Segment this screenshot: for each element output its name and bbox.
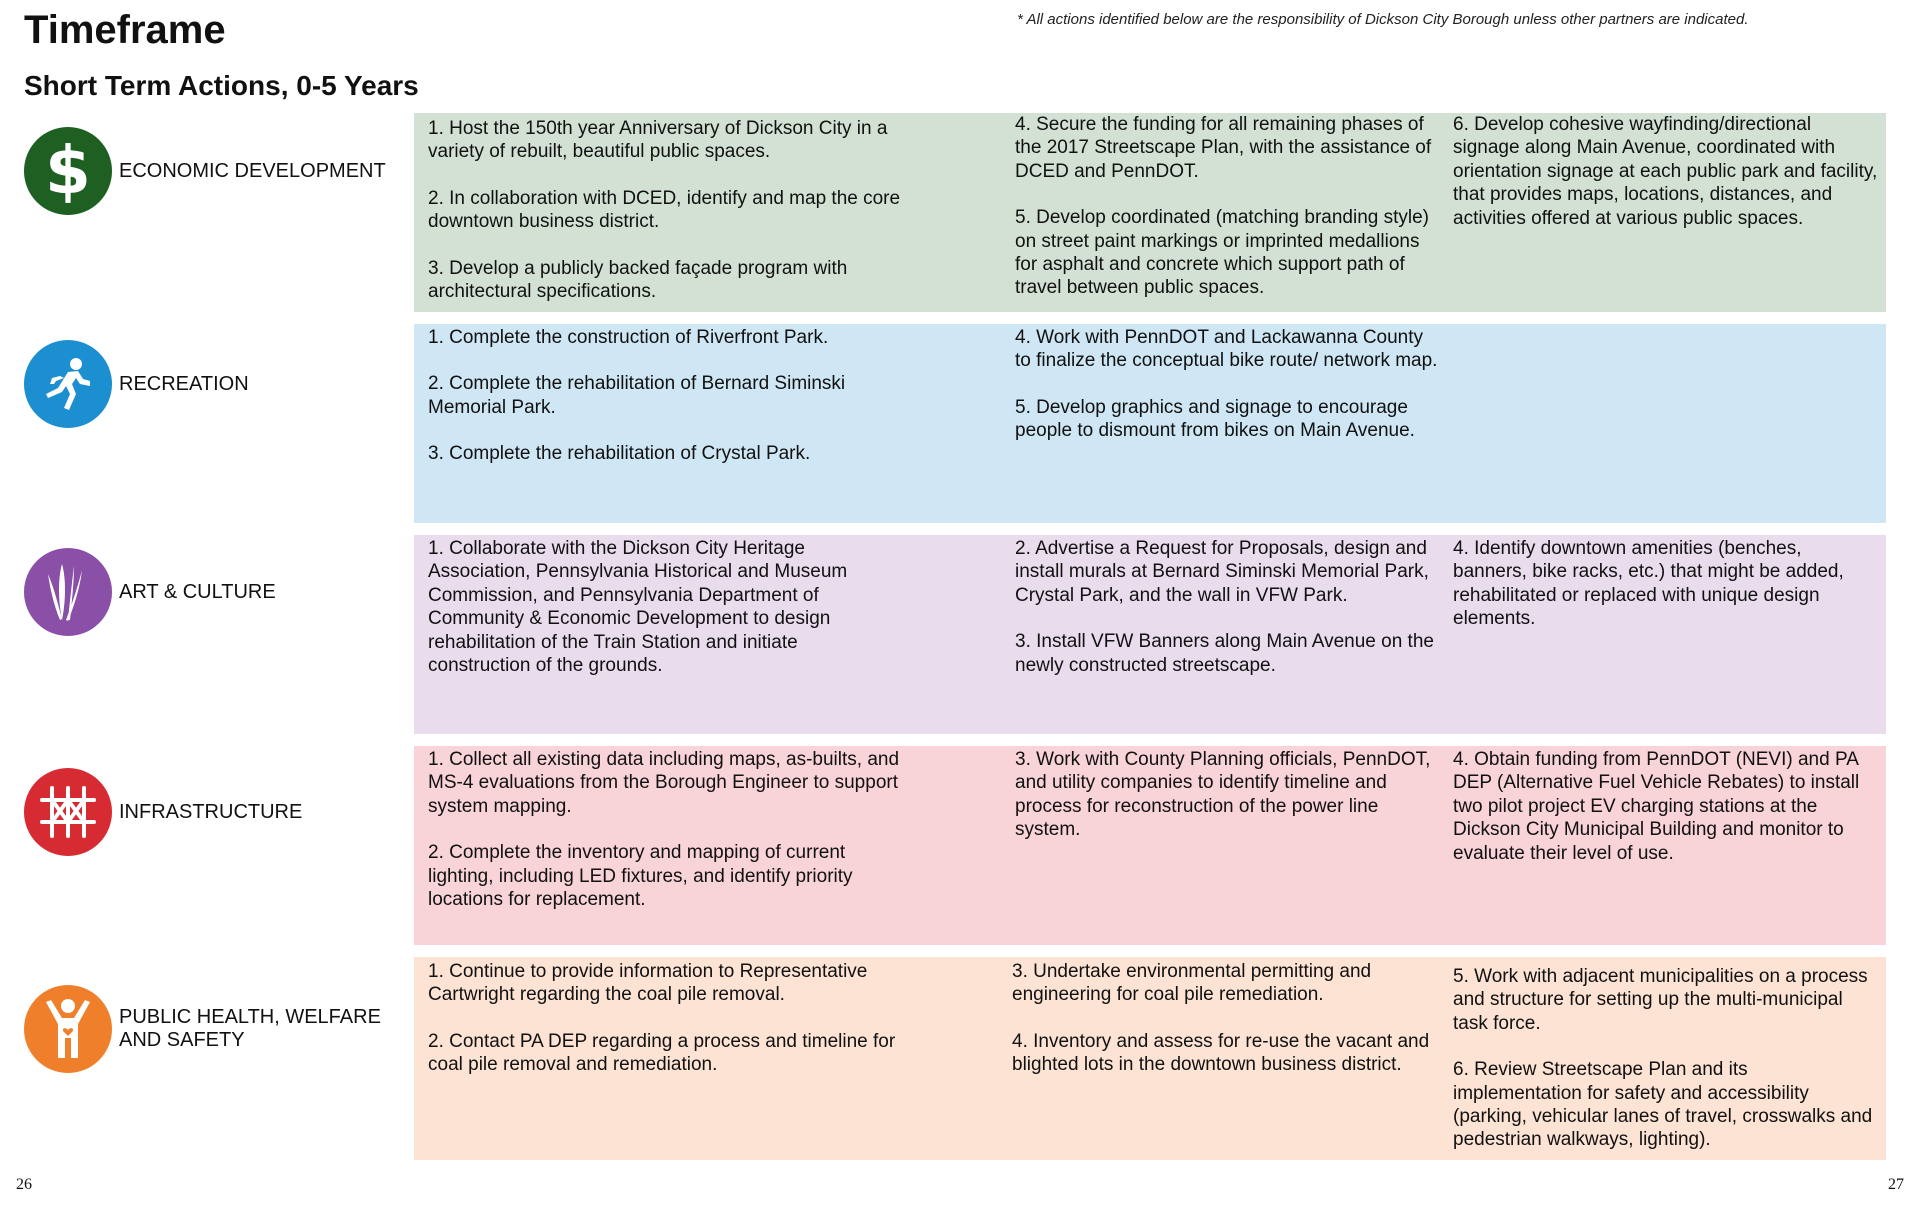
art-col-3 (1453, 537, 1878, 654)
art-col-1 (428, 537, 898, 700)
category-label (119, 1006, 381, 1052)
economic-col-2 (1015, 113, 1435, 323)
recreation-col-2 (1015, 326, 1440, 466)
action-item: 1. Collect all existing data including maps, as-builts, and MS-4 evaluations from the Borough Engineer to support system mapping. (428, 749, 900, 817)
action-item: 2. Complete the inventory and mapping of current lighting, including LED fixtures, and identify priority locations for replacement. (428, 842, 853, 911)
action-item: 5. Develop graphics and signage to encourage people to dismount from bikes on Main Avenue. (1015, 396, 1415, 442)
action-item: 3. Complete the rehabilitation of Crystal Park. (428, 443, 811, 465)
recreation-col-1 (428, 326, 908, 489)
page-title: Timeframe (24, 8, 226, 52)
page-subtitle: Short Term Actions, 0-5 Years (24, 70, 419, 101)
paintbrushes-icon (24, 548, 112, 636)
category-art-culture (24, 548, 414, 636)
action-item: 1. Continue to provide information to Representative Cartwright regarding the coal pile removal. (428, 961, 868, 1006)
category-label: RECREATION (119, 372, 249, 395)
action-item: 3. Undertake environmental permitting and engineering for coal pile remediation. (1012, 961, 1372, 1006)
dollar-icon: $ (24, 127, 112, 215)
action-item: 6. Develop cohesive wayfinding/directional signage along Main Avenue, coordinated with orientation signage at each public park and facility, that provides maps, locations, distances, and activities offered at various public spaces. (1453, 114, 1878, 229)
action-item: 2. Advertise a Request for Proposals, design and install murals at Bernard Siminski Memorial Park, Crystal Park, and the wall in VFW Park. (1015, 538, 1429, 606)
running-person-icon (24, 340, 112, 428)
category-label: ART & CULTURE (119, 580, 276, 603)
infrastructure-actions-panel (414, 746, 1886, 945)
health-col-3 (1453, 965, 1878, 1175)
action-item: 3. Install VFW Banners along Main Avenue on the newly constructed streetscape. (1015, 631, 1434, 676)
category-public-health (24, 985, 414, 1073)
recreation-actions-panel (414, 324, 1886, 523)
action-item: 5. Develop coordinated (matching branding style) on street paint markings or imprinted medallions for asphalt and concrete which support path of travel between public spaces. (1015, 207, 1430, 299)
person-arms-raised-icon (24, 985, 112, 1073)
action-item: 1. Host the 150th year Anniversary of Dickson City in a variety of rebuilt, beautiful public spaces. (428, 118, 888, 163)
category-label: INFRASTRUCTURE (119, 800, 303, 823)
page-number-left: 26 (16, 1176, 32, 1193)
infrastructure-col-2 (1015, 748, 1435, 865)
category-label-line: AND SAFETY (119, 1029, 245, 1051)
category-infrastructure (24, 768, 414, 856)
page-number-right: 27 (1888, 1176, 1904, 1193)
scaffold-grid-icon (24, 768, 112, 856)
action-item: 2. Contact PA DEP regarding a process and timeline for coal pile removal and remediation. (428, 1030, 896, 1076)
action-item: 4. Identify downtown amenities (benches, banners, bike racks, etc.) that might be added, rehabilitated or replaced with unique design elements. (1453, 538, 1844, 630)
economic-actions-panel (414, 113, 1886, 312)
category-economic-development (24, 127, 414, 215)
action-item: 3. Develop a publicly backed façade program with architectural specifications. (428, 257, 848, 303)
category-label: ECONOMIC DEVELOPMENT (119, 159, 386, 182)
action-item: 2. In collaboration with DCED, identify and map the core downtown business district. (428, 187, 901, 233)
economic-col-3 (1453, 113, 1878, 253)
action-item: 4. Secure the funding for all remaining phases of the 2017 Streetscape Plan, with the assistance of DCED and PennDOT. (1015, 114, 1432, 182)
health-col-1 (428, 960, 898, 1100)
art-col-2 (1015, 537, 1435, 700)
action-item: 4. Inventory and assess for re-use the vacant and blighted lots in the downtown business district. (1012, 1030, 1430, 1076)
art-actions-panel (414, 535, 1886, 734)
economic-col-1 (428, 117, 908, 326)
action-item: 1. Complete the construction of Riverfront Park. (428, 327, 829, 348)
action-item: 3. Work with County Planning officials, PennDOT, and utility companies to identify timeline and process for reconstruction of the power line system. (1015, 749, 1431, 841)
action-item: 4. Work with PennDOT and Lackawanna County to finalize the conceptual bike route/ network map. (1015, 327, 1438, 372)
action-item: 2. Complete the rehabilitation of Bernard Siminski Memorial Park. (428, 373, 846, 418)
infrastructure-col-3 (1453, 748, 1878, 888)
infrastructure-col-1 (428, 748, 908, 934)
category-recreation (24, 340, 414, 428)
health-col-2 (1012, 960, 1437, 1100)
category-label-line: PUBLIC HEALTH, WELFARE (119, 1006, 381, 1028)
action-item: 1. Collaborate with the Dickson City Heritage Association, Pennsylvania Historical and Museum Commission, and Pennsylvania Department of Community & Economic Development to design rehabilitation of the Train Station and initiate construction of the grounds. (428, 538, 848, 677)
health-actions-panel (414, 957, 1886, 1160)
action-item: 4. Obtain funding from PennDOT (NEVI) and PA DEP (Alternative Fuel Vehicle Rebates) to install two pilot project EV charging stations at the Dickson City Municipal Building and monitor to evaluate their level of use. (1453, 749, 1860, 864)
action-item: 5. Work with adjacent municipalities on a process and structure for setting up the multi-municipal task force. (1453, 966, 1868, 1034)
responsibility-note: * All actions identified below are the responsibility of Dickson City Borough unless other partners are indicated. (1017, 11, 1749, 28)
action-item: 6. Review Streetscape Plan and its implementation for safety and accessibility (parking, vehicular lanes of travel, crosswalks and pedestrian walkways, lighting). (1453, 1059, 1873, 1151)
